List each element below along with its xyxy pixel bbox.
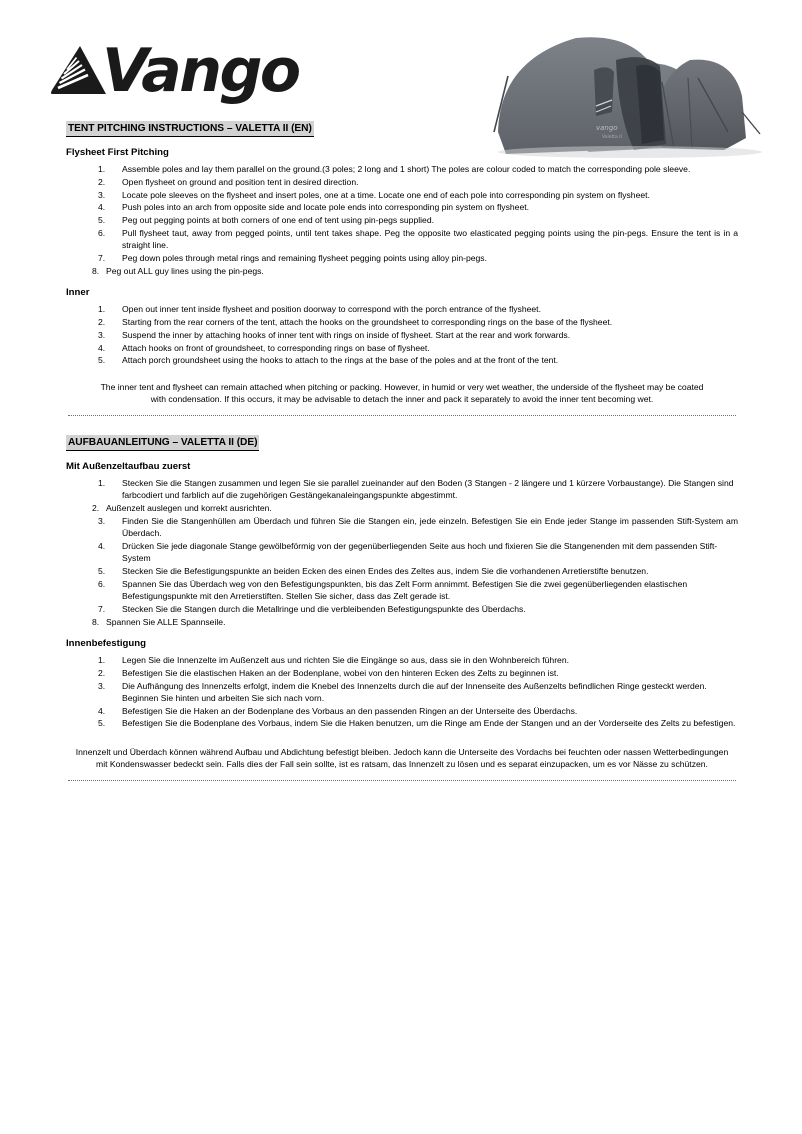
vango-mountain-logo-icon bbox=[44, 42, 108, 100]
list-item: Spannen Sie ALLE Spannseile. bbox=[106, 616, 226, 627]
note-en: The inner tent and flysheet can remain attached when pitching or packing. However, in humid or very wet weather, the underside of the flysheet may be coated with condensation. If this occurs, it may be advisable to detach the inner and pack it separately to avoid the inner tent becoming wet. bbox=[100, 381, 704, 405]
subheading-mit-aussenzeltaufbau-zuerst: Mit Außenzeltaufbau zuerst bbox=[66, 460, 191, 472]
section-en bbox=[66, 118, 738, 416]
vango-logo bbox=[44, 38, 299, 104]
steps-list-flysheet bbox=[66, 163, 738, 277]
list-item: Open out inner tent inside flysheet and position doorway to correspond with the porch entrance of the flysheet. bbox=[122, 304, 541, 315]
steps-list-innenbefestigung bbox=[66, 654, 738, 730]
list-item: Befestigen Sie die Haken an der Bodenplane des Vorbaus an den passenden Ringen an der Unterseite des Überdachs. bbox=[122, 705, 578, 716]
section-de bbox=[66, 432, 738, 781]
list-item: Finden Sie die Stangenhüllen am Überdach und führen Sie die Stangen ein, jede einzeln. Befestigen Sie ein Ende jeder Stange im passenden Stift-System am Überdach. bbox=[122, 515, 738, 539]
list-item: Stecken Sie die Befestigungspunkte an beiden Ecken des einen Endes des Zeltes aus, indem Sie die vorhandenen Arretierstifte benutzen. bbox=[122, 565, 649, 576]
list-item: Stecken Sie die Stangen durch die Metallringe und die verbleibenden Befestigungspunkte des Überdachs. bbox=[122, 603, 526, 614]
list-item: Stecken Sie die Stangen zusammen und legen Sie sie parallel zueinander auf den Boden (3 Stangen - 2 längere und 1 kürzere Vorbaustange). Die Stangen sind farbcodiert und farblich auf die zugehörigen Gestängekanaleingangspunkte abgestimmt. bbox=[122, 477, 734, 501]
list-item: Legen Sie die Innenzelte im Außenzelt aus und richten Sie die Eingänge so aus, dass sie in den Wohnbereich führen. bbox=[122, 654, 570, 665]
product-photo-valetta-ii-tent bbox=[484, 20, 784, 160]
section-title-wrap-de bbox=[66, 432, 738, 451]
list-item: Peg down poles through metal rings and remaining flysheet pegging points using alloy pin-pegs. bbox=[122, 253, 487, 264]
section-title-en: TENT PITCHING INSTRUCTIONS – VALETTA II (EN) bbox=[66, 121, 314, 137]
list-item: Befestigen Sie die elastischen Haken an der Bodenplane, wobei von den hinteren Ecken des Zelts zu beginnen ist. bbox=[122, 667, 559, 678]
list-item: Open flysheet on ground and position tent in desired direction. bbox=[122, 176, 359, 187]
list-item: Assemble poles and lay them parallel on the ground.(3 poles; 2 long and 1 short) The poles are colour coded to match the corresponding pole sleeve. bbox=[122, 164, 691, 174]
list-item: Spannen Sie das Überdach weg von den Befestigungspunkten, bis das Zelt Form annimmt. Befestigen Sie die zwei gegenüberliegenden elastischen Befestigungspunkte mit den Arretierstiften. Stellen Sie sicher, dass das Zelt gerade ist. bbox=[122, 578, 688, 602]
list-item: Pull flysheet taut, away from pegged points, until tent takes shape. Peg the opposite two elasticated pegging points using the pin-pegs. Ensure the tent is in a straight line. bbox=[122, 227, 738, 251]
spacer bbox=[66, 416, 738, 432]
svg-text:vango: vango bbox=[596, 124, 618, 132]
list-item: Die Aufhängung des Innenzelts erfolgt, indem die Knebel des Innenzelts durch die auf der Innenseite des Außenzelts befindlichen Ringe gesteckt werden. Beginnen Sie hinten und arbeiten Sie sich nach vorn. bbox=[122, 680, 707, 703]
brand-wordmark: Vango bbox=[102, 36, 299, 106]
list-item: Attach porch groundsheet using the hooks to attach to the rings at the base of the poles and at the front of the tent. bbox=[122, 355, 559, 366]
list-item: Suspend the inner by attaching hooks of inner tent with rings on inside of flysheet. Start at the rear and work forwards. bbox=[122, 329, 571, 340]
section-title-de: AUFBAUANLEITUNG – VALETTA II (DE) bbox=[66, 435, 259, 451]
document-content bbox=[0, 118, 802, 781]
list-item: Push poles into an arch from opposite side and locate pole ends into corresponding pin system on flysheet. bbox=[122, 202, 530, 213]
note-de: Innenzelt und Überdach können während Aufbau und Abdichtung befestigt bleiben. Jedoch kann die Unterseite des Vordachs bei feuchten oder nassen Wetterbedingungen mit Kondenswasser bedeckt sein. Falls dies der Fall sein sollte, ist es ratsam, das Innenzelt zu lösen und es separat einzupacken, um es vor Nässe zu schützen. bbox=[75, 746, 729, 770]
list-item: Außenzelt auslegen und korrekt ausrichten. bbox=[106, 502, 272, 513]
steps-list-aussenzelt bbox=[66, 477, 738, 628]
section-divider-de bbox=[68, 780, 736, 781]
subheading-flysheet-first-pitching: Flysheet First Pitching bbox=[66, 147, 169, 158]
list-item: Peg out pegging points at both corners of one end of tent using pin-pegs supplied. bbox=[122, 215, 434, 226]
list-item: Starting from the rear corners of the tent, attach the hooks on the groundsheet to corresponding rings on the base of the flysheet. bbox=[122, 316, 613, 327]
steps-list-inner bbox=[66, 303, 738, 366]
list-item: Attach hooks on front of groundsheet, to corresponding rings on base of flysheet. bbox=[122, 342, 430, 353]
subheading-inner: Inner bbox=[66, 287, 90, 299]
list-item: Befestigen Sie die Bodenplane des Vorbaus, indem Sie die Haken benutzen, um die Ringe am Ende der Stangen und an der Vorderseite des Zelts zu befestigen. bbox=[122, 718, 736, 729]
list-item: Locate pole sleeves on the flysheet and insert poles, one at a time. Locate one end of each pole into corresponding pin system on flysheet. bbox=[122, 189, 650, 200]
list-item: Drücken Sie jede diagonale Stange gewölbeförmig von der gegenüberliegenden Seite aus hoch und fixieren Sie die Stangenenden mit dem passenden Stift-System bbox=[122, 540, 718, 564]
list-item: Peg out ALL guy lines using the pin-pegs. bbox=[106, 265, 264, 276]
subheading-innenbefestigung: Innenbefestigung bbox=[66, 637, 146, 649]
svg-text:Valetta II: Valetta II bbox=[602, 135, 622, 140]
